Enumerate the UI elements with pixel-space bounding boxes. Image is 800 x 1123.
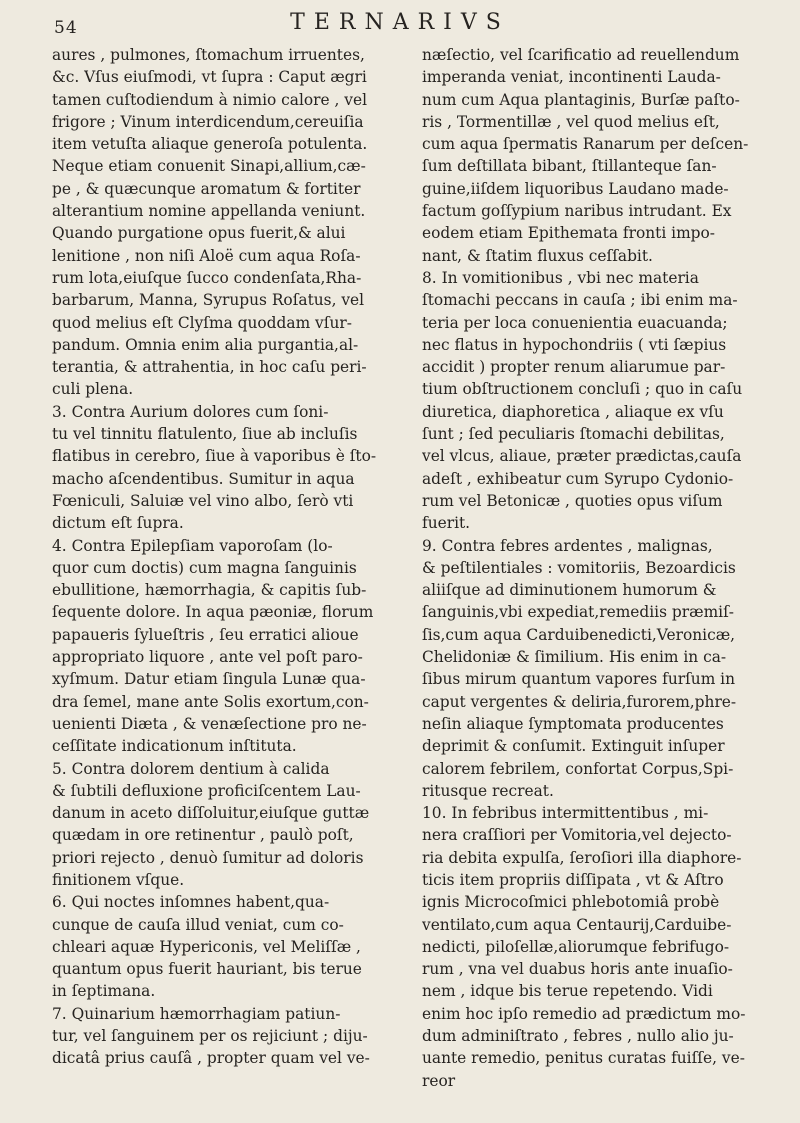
text-line: 4. Contra Epilepſiam vaporoſam (lo-: [52, 536, 333, 555]
text-line: rum vel Betonicæ , quoties opus viſum: [422, 491, 723, 510]
text-line: papaueris ſylueſtris , ſeu erratici alioue: [52, 625, 359, 644]
text-line: ſibus mirum quantum vapores furſum in: [422, 670, 736, 689]
text-line: quor cum doctis) cum magna ſanguinis: [52, 558, 357, 577]
text-line: næſectio, vel ſcarificatio ad reuellendum: [422, 46, 740, 64]
text-line: num cum Aqua plantaginis, Burſæ paſto-: [422, 90, 740, 109]
text-line: rum lota,eiuſque ſucco condenſata,Rha-: [52, 268, 362, 287]
text-line: &c. Vſus eiuſmodi, vt ſupra : Caput ægri: [52, 68, 367, 87]
text-line: ſanguinis,vbi expediat,remediis præmiſ-: [422, 603, 734, 622]
text-line: nec flatus in hypochondriis ( vti ſæpius: [422, 335, 727, 354]
text-line: macho aſcendentibus. Sumitur in aqua: [52, 469, 355, 488]
text-line: barbarum, Manna, Syrupus Roſatus, vel: [52, 291, 365, 310]
text-line: aliiſque ad diminutionem humorum &: [422, 581, 717, 600]
text-line: ris , Tormentillæ , vel quod melius eſt,: [422, 112, 720, 131]
text-line: ebullitione, hæmorrhagia, & capitis ſub-: [52, 581, 367, 600]
text-line: teria per loca conuenientia euacuanda;: [422, 313, 728, 332]
text-line: caput vergentes & deliria,furorem,phre-: [422, 692, 737, 711]
text-line: factum goſſypium naribus intrudant. Ex: [422, 202, 732, 221]
text-line: chleari aquæ Hypericonis, vel Meliſſæ ,: [52, 937, 361, 956]
text-line: & ſubtili defluxione proficiſcentem Lau-: [52, 781, 361, 800]
text-line: 9. Contra febres ardentes , malignas,: [422, 536, 713, 555]
text-line: rum , vna vel duabus horis ante inuaſio-: [422, 960, 733, 979]
text-line: danum in aceto diſſoluitur,eiuſque guttæ: [52, 804, 370, 823]
text-line: 8. In vomitionibus , vbi nec materia: [422, 268, 699, 287]
text-line: ritusque recreat.: [422, 781, 554, 800]
text-line: deprimit & conſumit. Extinguit inſuper: [422, 737, 725, 756]
text-line: ſequente dolore. In aqua pæoniæ, florum: [52, 603, 374, 622]
text-line: ſis,cum aqua Carduibenedicti,Veronicæ,: [422, 625, 736, 644]
text-line: calorem febrilem, confortat Corpus,Spi-: [422, 759, 734, 778]
text-line: tur, vel ſanguinem per os rejiciunt ; diju-: [52, 1027, 368, 1046]
text-line: 7. Quinarium hæmorrhagiam patiun-: [52, 1004, 341, 1023]
text-line: ſum deſtillata bibant, ſtillanteque ſan-: [422, 157, 717, 176]
text-line: uenienti Diæta , & venæſectione pro ne-: [52, 714, 367, 733]
text-line: quantum opus fuerit hauriant, bis terue: [52, 960, 362, 979]
text-line: Fœniculi, Saluiæ vel vino albo, ſerò vti: [52, 491, 354, 510]
text-line: culi plena.: [52, 380, 134, 399]
text-line: ceſſitate indicationum inſtituta.: [52, 737, 297, 756]
text-line: ria debita expulſa, ſeroſiori illa diaphore-: [422, 848, 742, 867]
text-line: in ſeptimana.: [52, 982, 156, 1001]
text-line: ſunt ; ſed peculiaris ſtomachi debilitas,: [422, 425, 725, 444]
text-line: Quando purgatione opus fuerit,& alui: [52, 224, 346, 243]
text-line: ventilato,cum aqua Centaurij,Carduibe-: [422, 915, 732, 934]
text-line: pandum. Omnia enim alia purgantia,al-: [52, 335, 359, 354]
text-line: priori rejecto , denuò ſumitur ad doloris: [52, 848, 364, 867]
text-line: adeſt , exhibeatur cum Syrupo Cydonio-: [422, 469, 734, 488]
text-line: lenitione , non niſi Aloë cum aqua Roſa-: [52, 246, 361, 265]
text-line: 5. Contra dolorem dentium à calida: [52, 759, 330, 778]
text-line: cunque de cauſa illud veniat, cum co-: [52, 915, 344, 934]
text-line: neſin aliaque ſymptomata producentes: [422, 714, 724, 733]
text-line: Chelidoniæ & ſimilium. His enim in ca-: [422, 648, 727, 667]
text-line: 10. In febribus intermittentibus , mi-: [422, 804, 709, 823]
text-line: aures , pulmones, ſtomachum irruentes,: [52, 46, 365, 64]
text-line: & peſtilentiales : vomitoriis, Bezoardicis: [422, 558, 736, 577]
text-line: reor: [422, 1071, 456, 1090]
text-line: ſtomachi peccans in cauſa ; ibi enim ma-: [422, 291, 738, 310]
text-line: appropriato liquore , ante vel poſt paro-: [52, 648, 363, 667]
text-line: pe , & quæcunque aromatum & fortiter: [52, 179, 361, 198]
text-line: uante remedio, penitus curatas fuiſſe, ve-: [422, 1049, 745, 1068]
text-line: 3. Contra Aurium dolores cum ſoni-: [52, 402, 329, 421]
text-line: enim hoc ipſo remedio ad prædictum mo-: [422, 1004, 746, 1023]
text-line: vel vlcus, aliaue, præter prædictas,cauſa: [422, 447, 742, 466]
running-head: TERNARIVS: [290, 10, 510, 35]
text-line: cum aqua ſpermatis Ranarum per deſcen-: [422, 135, 749, 154]
text-line: tium obſtructionem concluſi ; quo in caſu: [422, 380, 743, 399]
text-line: 6. Qui noctes inſomnes habent,qua-: [52, 893, 330, 912]
text-line: nedicti, piloſellæ,aliorumque febrifugo-: [422, 937, 730, 956]
text-line: eodem etiam Epithemata fronti impo-: [422, 224, 716, 243]
text-line: ignis Microcoſmici phlebotomiâ probè: [422, 893, 720, 912]
text-line: tu vel tinnitu flatulento, ſiue ab incluſis: [52, 425, 358, 444]
text-line: guine,iiſdem liquoribus Laudano made-: [422, 179, 729, 198]
left-column: [52, 44, 380, 1070]
text-line: imperanda veniat, incontinenti Lauda-: [422, 68, 721, 87]
text-line: finitionem vſque.: [52, 870, 185, 889]
text-line: nem , idque bis terue repetendo. Vidi: [422, 982, 713, 1001]
text-line: xyſmum. Datur etiam ſingula Lunæ qua-: [52, 670, 366, 689]
text-line: item vetuſta aliaque generoſa potulenta.: [52, 135, 368, 154]
text-line: ticis item propriis diſſipata , vt & Aſtro: [422, 870, 724, 889]
text-line: tamen cuſtodiendum à nimio calore , vel: [52, 90, 368, 109]
text-line: dum adminiſtrato , febres , nullo alio ju-: [422, 1027, 734, 1046]
text-line: nera craſſiori per Vomitoria,vel dejecto-: [422, 826, 732, 845]
text-line: frigore ; Vinum interdicendum,cereuiſia: [52, 112, 364, 131]
text-line: terantia, & attrahentia, in hoc caſu peri-: [52, 358, 367, 377]
text-line: quædam in ore retinentur , paulò poſt,: [52, 826, 354, 845]
right-column: [422, 44, 752, 1092]
text-line: diuretica, diaphoretica , aliaque ex vſu: [422, 402, 724, 421]
text-line: accidit ) propter renum aliarumue par-: [422, 358, 726, 377]
text-line: Neque etiam conuenit Sinapi,allium,cæ-: [52, 157, 366, 176]
text-line: quod melius eſt Clyſma quoddam vſur-: [52, 313, 352, 332]
text-line: dicatâ prius cauſâ , propter quam vel ve-: [52, 1049, 370, 1068]
text-line: dictum eſt ſupra.: [52, 514, 184, 533]
text-line: nant, & ſtatim fluxus ceſſabit.: [422, 246, 653, 265]
page-number: 54: [54, 18, 78, 38]
text-line: alterantium nomine appellanda veniunt.: [52, 202, 366, 221]
text-line: fuerit.: [422, 514, 471, 533]
text-line: dra ſemel, mane ante Solis exortum,con-: [52, 692, 369, 711]
text-line: flatibus in cerebro, ſiue à vaporibus è ſto-: [52, 447, 377, 466]
